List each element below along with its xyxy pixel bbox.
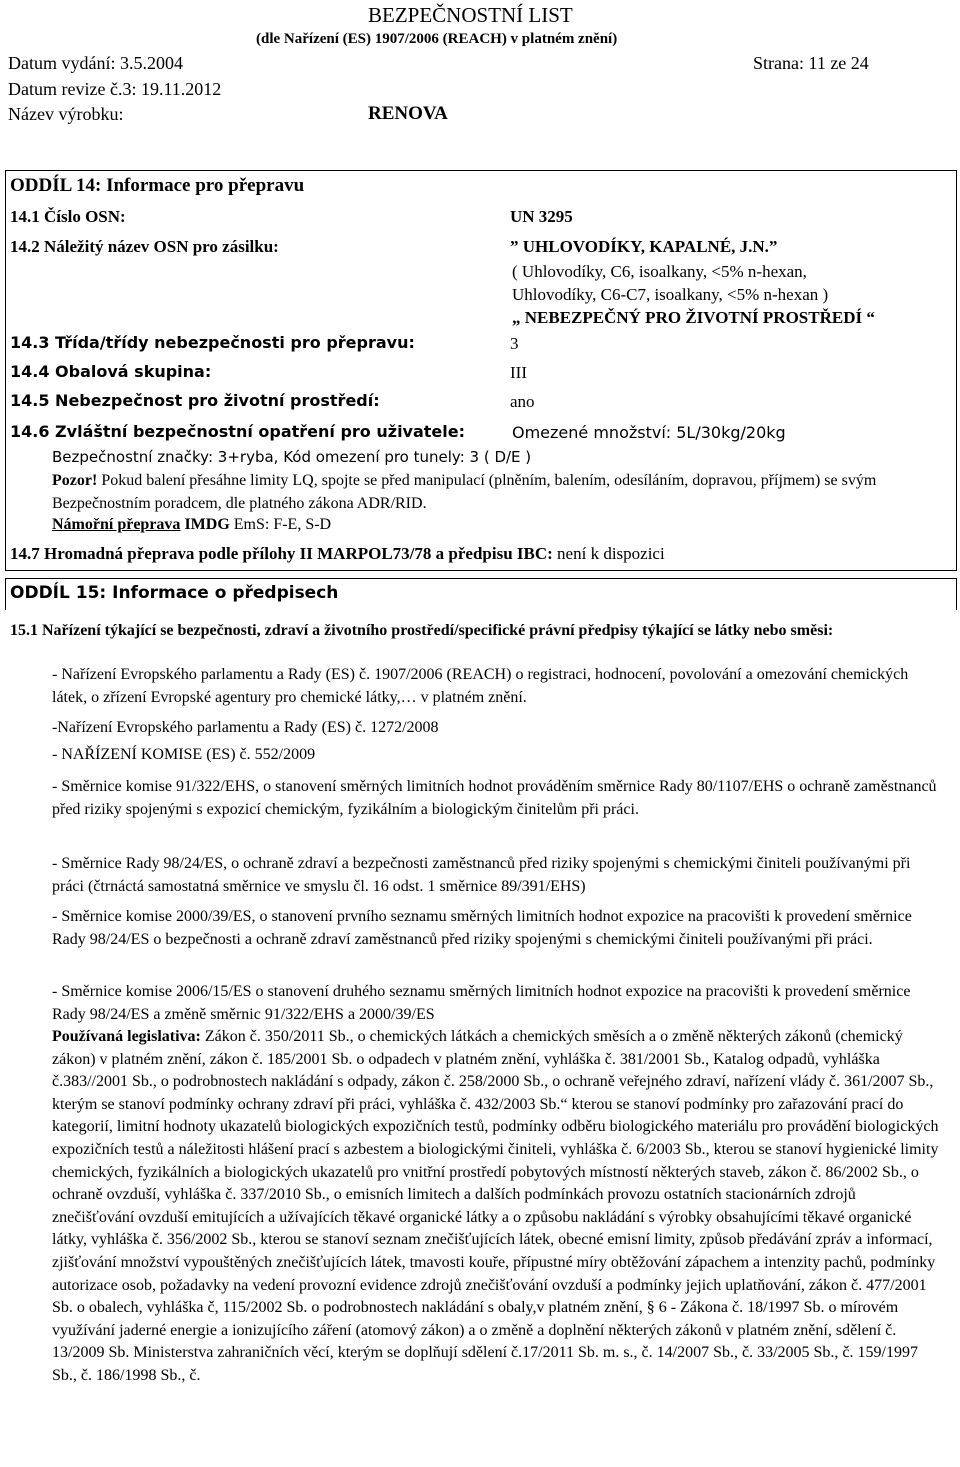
product-name: RENOVA [368, 103, 448, 124]
item-14-2-label: 14.2 Náležitý název OSN pro zásilku: [10, 237, 279, 256]
sea-transport [52, 516, 331, 534]
section-15-heading: ODDÍL 15: Informace o předpisech [10, 583, 339, 603]
directive-91-322: - Směrnice komise 91/322/EHS, o stanovení směrných limitních hodnot prováděním směrnice Rady 80/1107/EHS o ochraně zaměstnanců před riziky spojenými s expozicí chemickým, fyzikálním a biologickým činitelům při práci. [52, 778, 937, 818]
item-14-6-value: Omezené množství: 5L/30kg/20kg [512, 423, 786, 442]
reg-clp: -Nařízení Evropského parlamentu a Rady (ES) č. 1272/2008 [52, 719, 439, 736]
legislation-label: Používaná legislativa: [52, 1028, 201, 1045]
item-14-4-value: III [510, 363, 527, 382]
document-subtitle: (dle Nařízení (ES) 1907/2006 (REACH) v platném znění) [256, 31, 618, 47]
item-14-5-value: ano [510, 392, 535, 411]
warning-text: Pokud balení přesáhne limity LQ, spojte se před manipulací (plněním, balením, odesíláním, dopravou, příjmem) se svým Bezpečnostním poradcem, dle platného zákona ADR/RID. [52, 472, 877, 512]
reg-reach: - Nařízení Evropského parlamentu a Rady (ES) č. 1907/2006 (REACH) o registraci, hodnocení, povolování a omezování chemických látek, o zřízení Evropské agentury pro chemické látky,… v platném znění. [52, 666, 909, 706]
item-14-1-label: 14.1 Číslo OSN: [10, 207, 126, 226]
item-14-3-label: 14.3 Třída/třídy nebezpečnosti pro přepravu: [10, 333, 415, 352]
issue-date: Datum vydání: 3.5.2004 [8, 53, 183, 73]
legislation [52, 1026, 942, 1388]
section-14-heading: ODDÍL 14: Informace pro přepravu [10, 175, 305, 196]
item-14-7-label: 14.7 Hromadná přeprava podle přílohy II MARPOL73/78 a předpisu IBC: [10, 544, 553, 563]
product-label: Název výrobku: [8, 104, 124, 124]
directive-2006-15: - Směrnice komise 2006/15/ES o stanovení druhého seznamu směrných limitních hodnot expozice na pracovišti k provedení směrnice Rady 98/24/ES a změně směrnic 91/322/EHS a 2000/39/ES [52, 983, 911, 1023]
page-number: Strana: 11 ze 24 [753, 53, 869, 73]
sea-transport-label: Námořní přeprava [52, 516, 181, 533]
legislation-text: Zákon č. 350/2011 Sb., o chemických látkách a chemických směsích a o změně některých zákonů (chemický zákon) v platném znění, zákon č. 185/2001 Sb. o odpadech v platném znění, vyhláška č. 381/2001 Sb., Katalog odpadů, vyhláška č.383//2001 Sb., o podrobnostech nakládání s odpady, zákon č. 258/2000 Sb., o ochraně veřejného zdraví, nařízení vlády č. 361/2007 Sb., kterým se stanoví podmínky ochrany zdraví při práci, vyhláška č. 432/2003 Sb.“ kterou se stanoví podmínky pro zařazování prací do kategorií, limitní hodnoty ukazatelů biologických expozičních testů, podmínky odběru biologického materiálu pro provádění biologických expozičních testů a náležitosti hlášení prací s azbestem a biologickými činiteli, vyhláška č. 6/2003 Sb., kterou se stanoví hygienické limity chemických, fyzikálních a biologických ukazatelů pro vnitřní prostředí pobytových místností některých staveb, zákon č. 86/2002 Sb., o ochraně ovzduší, vyhláška č. 337/2010 Sb., o emisních limitech a dalších podmínkách provozu ostatních stacionárních zdrojů znečišťování ovzduší emitujících a užívajících těkavé organické látky a o způsobu nakládání s výrobky obsahujícími těkavé organické látky, vyhláška č. 356/2002 Sb., kterou se stanoví seznam znečišťujících látek, obecné emisní limity, způsob předávání zpráv a informací, zjišťování množství vypouštěných znečišťujících látek, tmavosti kouře, přípustné míry obtěžování zápachem a intenzity pachů, podmínky autorizace osob, požadavky na vedení provozní evidence zdrojů znečišťování ovzduší a podmínky jejich uplatňování, zákon č. 477/2001 Sb. o obalech, vyhláška č, 115/2002 Sb. o podrobnostech nakládání s obaly,v platném znění, § 6 - Zákona č. 18/1997 Sb. o mírovém využívání jaderné energie a ionizujícího záření (atomový zákon) a o změně a doplnění některých zákonů v platném znění, sdělení č. 13/2009 Sb. Ministerstva zahraničních věcí, kterým se doplňují sdělení č.17/2011 Sb. m. s., č. 14/2007 Sb., č. 33/2005 Sb., č. 159/1997 Sb., č. 186/1998 Sb., č. [52, 1028, 939, 1384]
warning-label: Pozor! [52, 472, 98, 489]
item-14-6-label: 14.6 Zvláštní bezpečnostní opatření pro uživatele: [10, 422, 466, 441]
item-15-1-label: 15.1 Nařízení týkající se bezpečnosti, zdraví a životního prostředí/specifické právní předpisy týkající se látky nebo směsi: [10, 622, 834, 639]
reg-commission: - NAŘÍZENÍ KOMISE (ES) č. 552/2009 [52, 746, 316, 763]
item-14-4-label: 14.4 Obalová skupina: [10, 362, 212, 381]
revision-date: Datum revize č.3: 19.11.2012 [8, 79, 222, 99]
item-14-7-value: není k dispozici [552, 544, 665, 563]
item-14-6-detail: Bezpečnostní značky: 3+ryba, Kód omezení pro tunely: 3 ( D/E ) [52, 448, 532, 466]
sea-ems: EmS: F-E, S-D [229, 516, 332, 533]
item-14-2-value: ” UHLOVODÍKY, KAPALNÉ, J.N.” [510, 237, 778, 256]
lq-warning [52, 470, 948, 515]
item-14-5-label: 14.5 Nebezpečnost pro životní prostředí: [10, 391, 380, 410]
sea-imdg: IMDG [180, 516, 230, 533]
directive-2000-39: - Směrnice komise 2000/39/ES, o stanovení prvního seznamu směrných limitních hodnot expozice na pracovišti k provedení směrnice Rady 98/24/ES o bezpečnosti a ochraně zdraví zaměstnanců před riziky spojenými s chemickými činiteli používanými při práci. [52, 908, 912, 948]
item-14-2-detail-3: „ NEBEZPEČNÝ PRO ŽIVOTNÍ PROSTŘEDÍ “ [512, 308, 875, 327]
document-title: BEZPEČNOSTNÍ LIST [368, 3, 573, 27]
directive-98-24: - Směrnice Rady 98/24/ES, o ochraně zdraví a bezpečnosti zaměstnanců před riziky spojenými s chemickými činiteli používanými při práci (čtrnáctá samostatná směrnice ve smyslu čl. 16 odst. 1 směrnice 89/391/EHS) [52, 855, 911, 895]
item-14-1-value: UN 3295 [510, 207, 573, 226]
item-14-7 [10, 544, 665, 564]
item-14-2-detail-2: Uhlovodíky, C6-C7, isoalkany, <5% n-hexan ) [512, 285, 829, 304]
item-14-3-value: 3 [510, 334, 519, 353]
item-14-2-detail-1: ( Uhlovodíky, C6, isoalkany, <5% n-hexan, [512, 262, 807, 281]
